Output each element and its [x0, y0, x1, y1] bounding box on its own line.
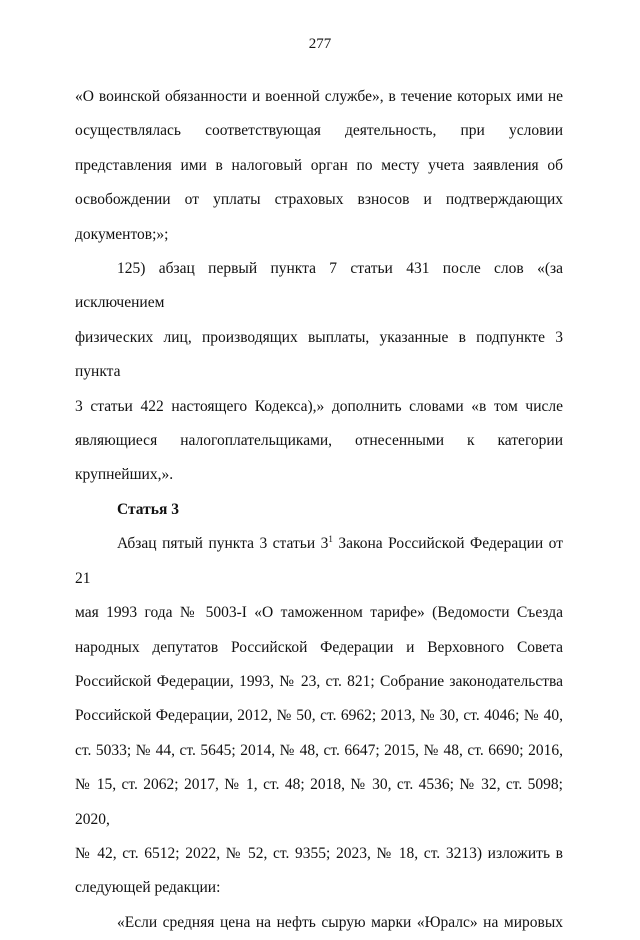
- text-line: физических лиц, производящих выплаты, указанные в подпункте 3 пункта: [75, 328, 563, 381]
- text-fragment: Абзац пятый пункта 3 статьи 3: [117, 535, 329, 553]
- text-line: документов;»;: [75, 225, 169, 243]
- page-number: 277: [308, 36, 332, 52]
- text-line: «О воинской обязанности и военной службе», в течение которых ими не: [75, 88, 563, 105]
- text-line: Российской Федерации, 2012, № 50, ст. 6962; 2013, № 30, ст. 4046; № 40,: [75, 707, 563, 725]
- text-line: № 15, ст. 2062; 2017, № 1, ст. 48; 2018, № 30, ст. 4536; № 32, ст. 5098; 2020,: [75, 776, 563, 828]
- article-heading: Статья 3: [117, 500, 179, 518]
- paragraph-3: [75, 527, 563, 905]
- text-line: Российской Федерации, 1993, № 23, ст. 821; Собрание законодательства: [75, 672, 563, 690]
- text-line: крупнейших,».: [75, 466, 174, 484]
- text-line: мая 1993 года № 5003-I «О таможенном тарифе» (Ведомости Съезда: [75, 604, 563, 622]
- text-line: осуществлялась соответствующая деятельность, при условии: [75, 122, 563, 140]
- text-line: 3 статьи 422 настоящего Кодекса),» дополнить словами «в том числе: [75, 397, 563, 415]
- text-line: народных депутатов Российской Федерации и Верховного Совета: [75, 638, 563, 656]
- text-line: 125) абзац первый пункта 7 статьи 431 после слов «(за исключением: [75, 260, 563, 312]
- paragraph-1: [75, 80, 563, 252]
- paragraph-4: [75, 906, 563, 940]
- text-line: являющиеся налогоплательщиками, отнесенными к категории: [75, 432, 563, 450]
- text-line: представления ими в налоговый орган по месту учета заявления об: [75, 156, 563, 174]
- text-fragment: Закона Российской Федерации от 21: [75, 535, 563, 587]
- superscript: 1: [328, 534, 333, 545]
- paragraph-2: [75, 252, 563, 493]
- text-line: «Если средняя цена на нефть сырую марки «Юралс» на мировых: [117, 913, 563, 931]
- document-body: [75, 80, 563, 940]
- text-line: № 42, ст. 6512; 2022, № 52, ст. 9355; 2023, № 18, ст. 3213) изложить в: [75, 844, 563, 862]
- text-line: следующей редакции:: [75, 879, 221, 897]
- text-line: ст. 5033; № 44, ст. 5645; 2014, № 48, ст. 6647; 2015, № 48, ст. 6690; 2016,: [75, 741, 563, 759]
- text-line: [75, 527, 563, 596]
- text-line: освобождении от уплаты страховых взносов и подтверждающих: [75, 191, 563, 209]
